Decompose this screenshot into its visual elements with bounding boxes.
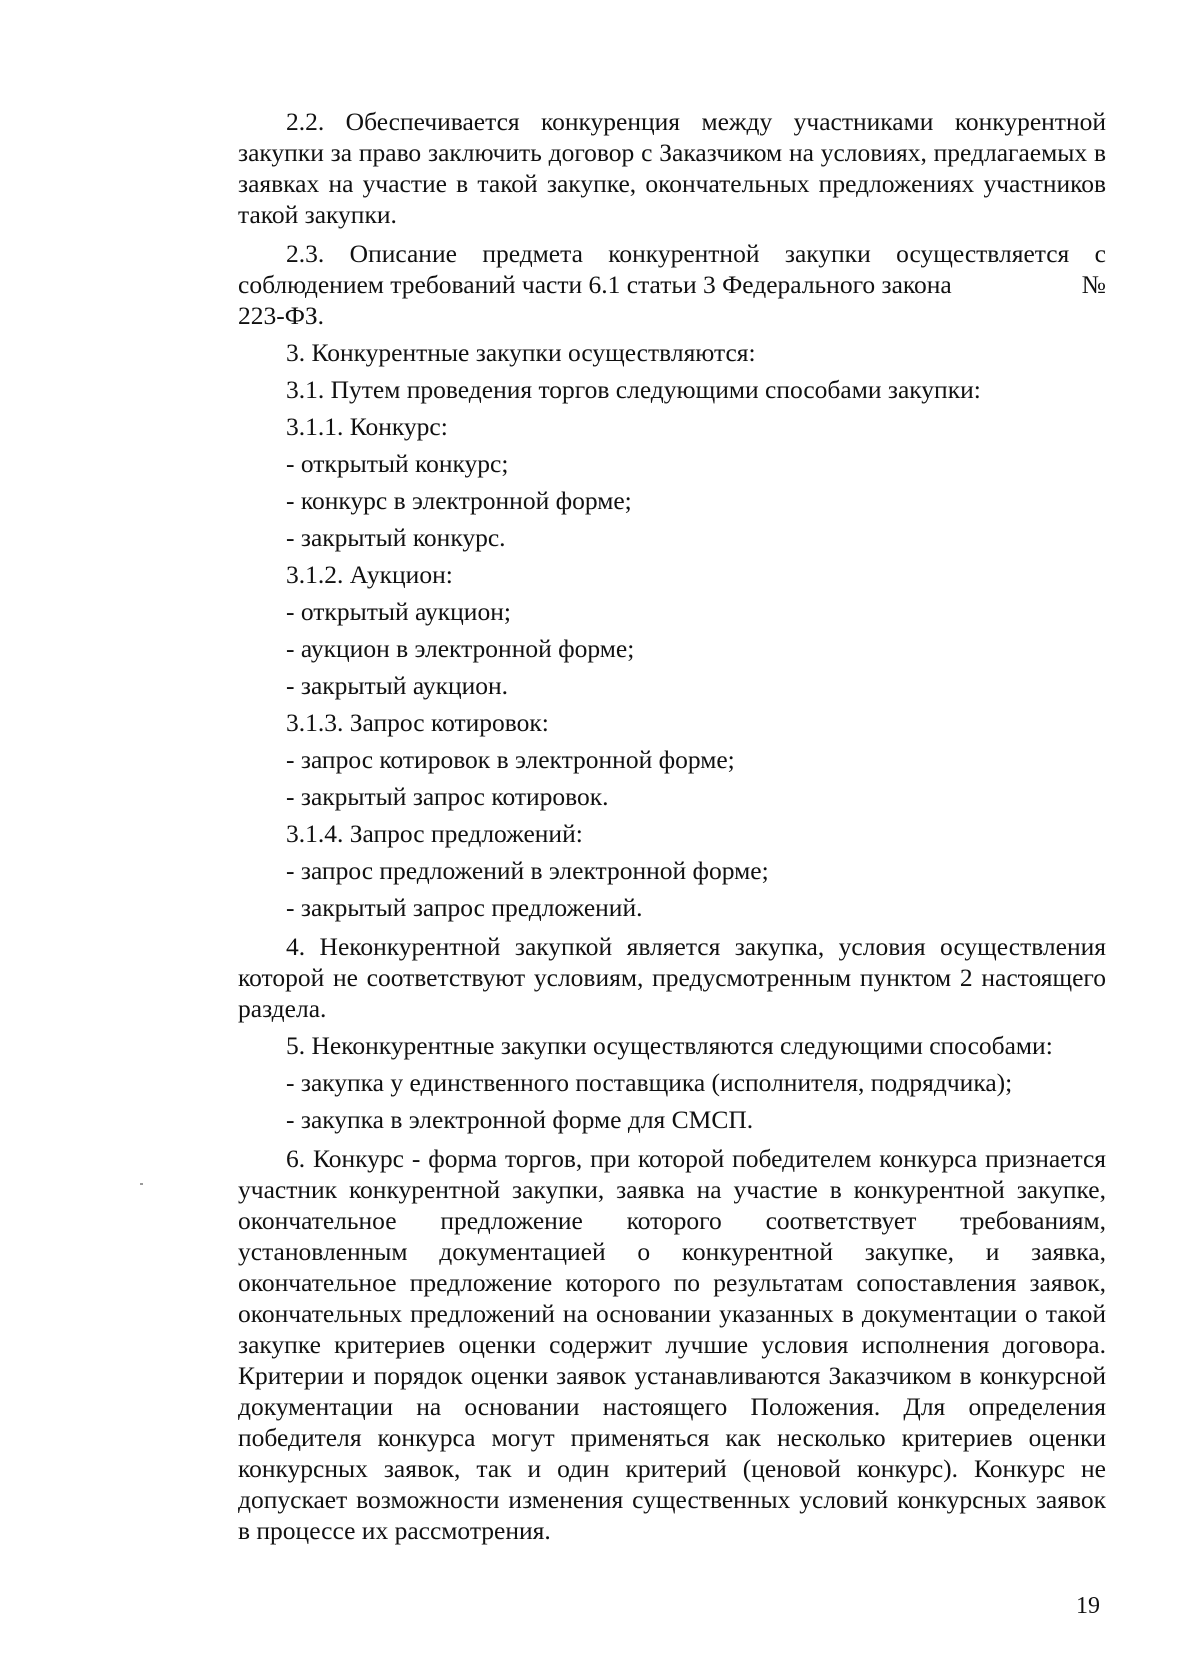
paragraph-6: 6. Конкурс - форма торгов, при которой победителем конкурса признается участник конкурентной закупки, заявка на участие в конкурентной закупке, окончательное предложение которого соответствует требованиям, установленным документацией о конкурентной закупке, и заявка, окончательное предложение которого по результатам сопоставления заявок, окончательных предложений на основании указанных в документации о такой закупке критериев оценки содержит лучшие условия исполнения договора. Критерии и порядок оценки заявок устанавливаются Заказчиком в конкурсной документации на основании настоящего Положения. Для определения победителя конкурса могут применяться как несколько критериев оценки конкурсных заявок, так и один критерий (ценовой конкурс). Конкурс не допускает возможности изменения существенных условий конкурсных заявок в процессе их рассмотрения. [238, 1144, 1106, 1545]
list-item-electronic-contest: - конкурс в электронной форме; [286, 486, 632, 515]
list-item-electronic-proposal: - запрос предложений в электронной форме; [286, 856, 769, 885]
paragraph-2-3 [238, 238, 1106, 331]
paragraph-3-1-1: 3.1.1. Конкурс: [286, 412, 448, 441]
list-item-open-auction: - открытый аукцион; [286, 597, 511, 626]
paragraph-3-1: 3.1. Путем проведения торгов следующими способами закупки: [286, 375, 981, 404]
paragraph-5: 5. Неконкурентные закупки осуществляются следующими способами: [286, 1031, 1053, 1060]
page-number: 19 [1076, 1593, 1100, 1619]
list-item-closed-auction: - закрытый аукцион. [286, 671, 509, 700]
list-item-closed-proposal: - закрытый запрос предложений. [286, 893, 643, 922]
number-sign: № [1081, 270, 1106, 299]
paragraph-2-2: 2.2. Обеспечивается конкуренция между участниками конкурентной закупки за право заключить договор с Заказчиком на условиях, предлагаемых в заявках на участие в такой закупке, окончательных предложениях участников такой закупки. [238, 107, 1106, 229]
scan-speck [140, 1183, 143, 1185]
list-item-smsp-electronic: - закупка в электронной форме для СМСП. [286, 1105, 754, 1134]
list-item-open-contest: - открытый конкурс; [286, 449, 509, 478]
paragraph-4: 4. Неконкурентной закупкой является закупка, условия осуществления которой не соответствуют условиям, предусмотренным пунктом 2 настоящего раздела. [238, 932, 1106, 1023]
law-number: 223-ФЗ. [238, 301, 325, 330]
list-item-closed-quotation: - закрытый запрос котировок. [286, 782, 609, 811]
paragraph-3: 3. Конкурентные закупки осуществляются: [286, 338, 756, 367]
paragraph-3-1-3: 3.1.3. Запрос котировок: [286, 708, 549, 737]
list-item-electronic-quotation: - запрос котировок в электронной форме; [286, 745, 735, 774]
list-item-closed-contest: - закрытый конкурс. [286, 523, 506, 552]
paragraph-2-3-text: 2.3. Описание предмета конкурентной закупки осуществляется с соблюдением требований части 6.1 статьи 3 Федерального закона [238, 239, 1106, 299]
list-item-electronic-auction: - аукцион в электронной форме; [286, 634, 635, 663]
document-body [238, 106, 1106, 1546]
list-item-single-supplier: - закупка у единственного поставщика (исполнителя, подрядчика); [286, 1068, 1013, 1097]
paragraph-3-1-2: 3.1.2. Аукцион: [286, 560, 453, 589]
paragraph-3-1-4: 3.1.4. Запрос предложений: [286, 819, 583, 848]
